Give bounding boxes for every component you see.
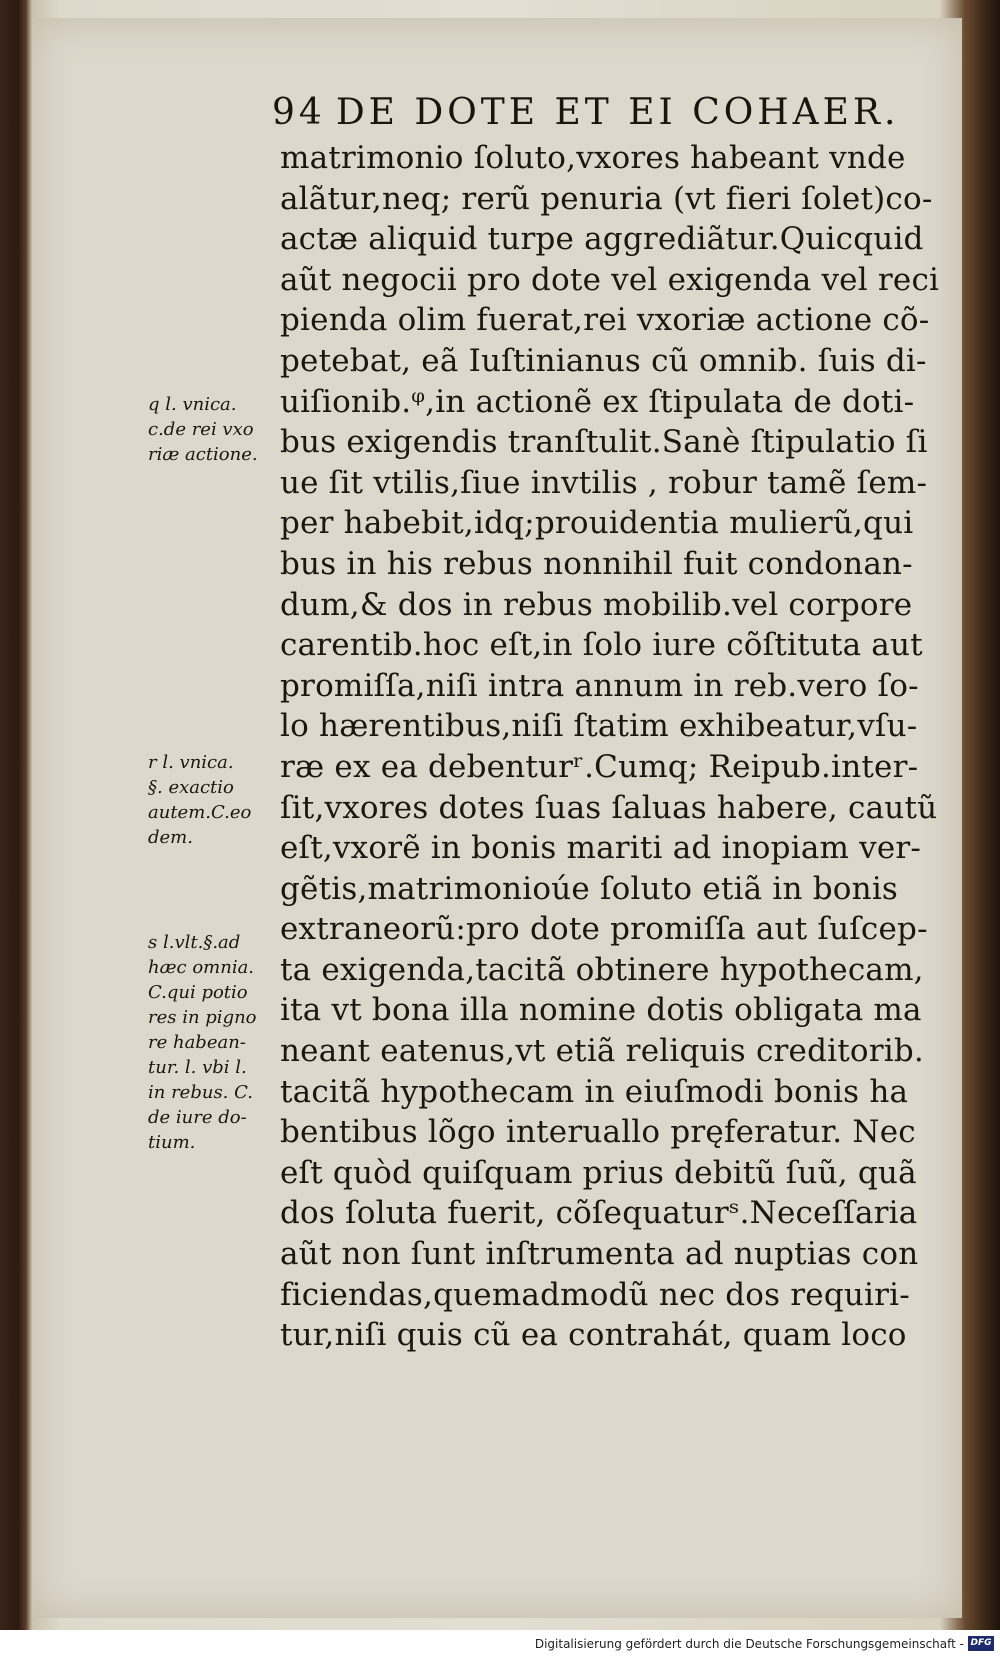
text-line: bus in his rebus nonnihil fuit condonan- [280, 545, 913, 582]
funding-notice: Digitalisierung gefördert durch die Deutsche Forschungsgemeinschaft - [534, 1637, 964, 1651]
margin-note-line: r l. vnica. [148, 752, 234, 773]
margin-note-line: in rebus. C. [148, 1082, 253, 1103]
text-line: gẽtis,matrimonioúe ſoluto etiã in bonis [280, 870, 899, 907]
text-line: bus exigendis tranſtulit.Sanè ſtipulatio ſi [280, 424, 928, 461]
margin-note-line: autem.C.eo [148, 802, 252, 823]
text-line: carentib.hoc eſt,in ſolo iure cõſtituta aut [280, 627, 923, 664]
page-number: 94 [272, 92, 326, 133]
text-line: aũt negocii pro dote vel exigenda vel reci [280, 261, 940, 298]
text-line: ue ſit vtilis,ſiue invtilis , robur tamẽ ſem- [280, 464, 928, 501]
text-line: dum,& dos in rebus mobilib.vel corpore [280, 586, 913, 623]
text-line: bentibus lõgo interuallo pręferatur. Nec [280, 1114, 916, 1151]
margin-note-line: dem. [148, 827, 193, 848]
running-head-title: DE DOTE ET EI COHAER. [335, 92, 900, 133]
text-line: dos ſoluta fuerit, cõſequaturˢ.Neceſſaria [280, 1195, 918, 1232]
margin-note-line: C.qui potio [148, 982, 248, 1003]
text-line: alãtur,neq; rerũ penuria (vt fieri ſolet)co- [280, 180, 933, 217]
text-line: petebat, eã Iuſtinianus cũ omnib. ſuis di- [280, 342, 927, 379]
margin-note-line: q l. vnica. [148, 394, 237, 415]
margin-note-line: §. exactio [148, 777, 234, 798]
margin-note-s [148, 930, 280, 1155]
margin-note-line: s l.vlt.§.ad [148, 932, 241, 953]
text-line: neant eatenus,vt etiã reliquis creditorib. [280, 1033, 924, 1070]
text-line: extraneorũ:pro dote promiſſa aut ſuſcep- [280, 911, 928, 948]
text-line: promiſſa,niſi intra annum in reb.vero ſo- [280, 667, 919, 704]
margin-note-line: re habean- [148, 1032, 246, 1053]
margin-note-line: riæ actione. [148, 444, 258, 465]
text-line: uiſionib.ᵠ,in actionẽ ex ſtipulata de doti- [280, 383, 915, 420]
text-line: tur,niſi quis cũ ea contrahát, quam loco [280, 1317, 907, 1354]
text-line: actæ aliquid turpe aggrediãtur.Quicquid [280, 221, 924, 258]
text-line: aũt non ſunt inſtrumenta ad nuptias con [280, 1236, 919, 1273]
text-line: per habebit,idq;prouidentia mulierũ,qui [280, 505, 914, 542]
text-line: ſit,vxores dotes ſuas ſaluas habere, cautũ [280, 789, 938, 826]
margin-note-line: de iure do- [148, 1107, 247, 1128]
margin-note-line: res in pigno [148, 1007, 257, 1028]
text-line: eſt,vxorẽ in bonis mariti ad inopiam ver- [280, 830, 922, 867]
margin-note-line: tium. [148, 1132, 196, 1153]
text-line: ta exigenda,tacitã obtinere hypothecam, [280, 951, 924, 988]
margin-note-line: c.de rei vxo [148, 419, 254, 440]
margin-note-q [148, 392, 280, 467]
text-line: tacitã hypothecam in eiuſmodi bonis ha [280, 1073, 909, 1110]
text-line: ræ ex ea debenturʳ.Cumq; Reipub.inter- [280, 748, 919, 785]
margin-note-line: hæc omnia. [148, 957, 255, 978]
text-line: eſt quòd quiſquam prius debitũ ſuũ, quã [280, 1154, 917, 1191]
dfg-logo-icon: DFG [968, 1636, 994, 1651]
text-line: ficiendas,quemadmodũ nec dos requiri- [280, 1276, 910, 1313]
footer-bar [0, 1630, 1000, 1658]
text-line: ita vt bona illa nomine dotis obligata ma [280, 992, 922, 1029]
margin-note-line: tur. l. vbi l. [148, 1057, 247, 1078]
body-text [280, 138, 940, 1356]
text-line: lo hærentibus,niſi ſtatim exhibeatur,vſu- [280, 708, 918, 745]
running-head [272, 92, 900, 133]
text-line: matrimonio ſoluto,vxores habeant vnde [280, 140, 906, 176]
margin-note-r [148, 750, 280, 850]
text-line: pienda olim fuerat,rei vxoriæ actione cõ- [280, 302, 930, 339]
